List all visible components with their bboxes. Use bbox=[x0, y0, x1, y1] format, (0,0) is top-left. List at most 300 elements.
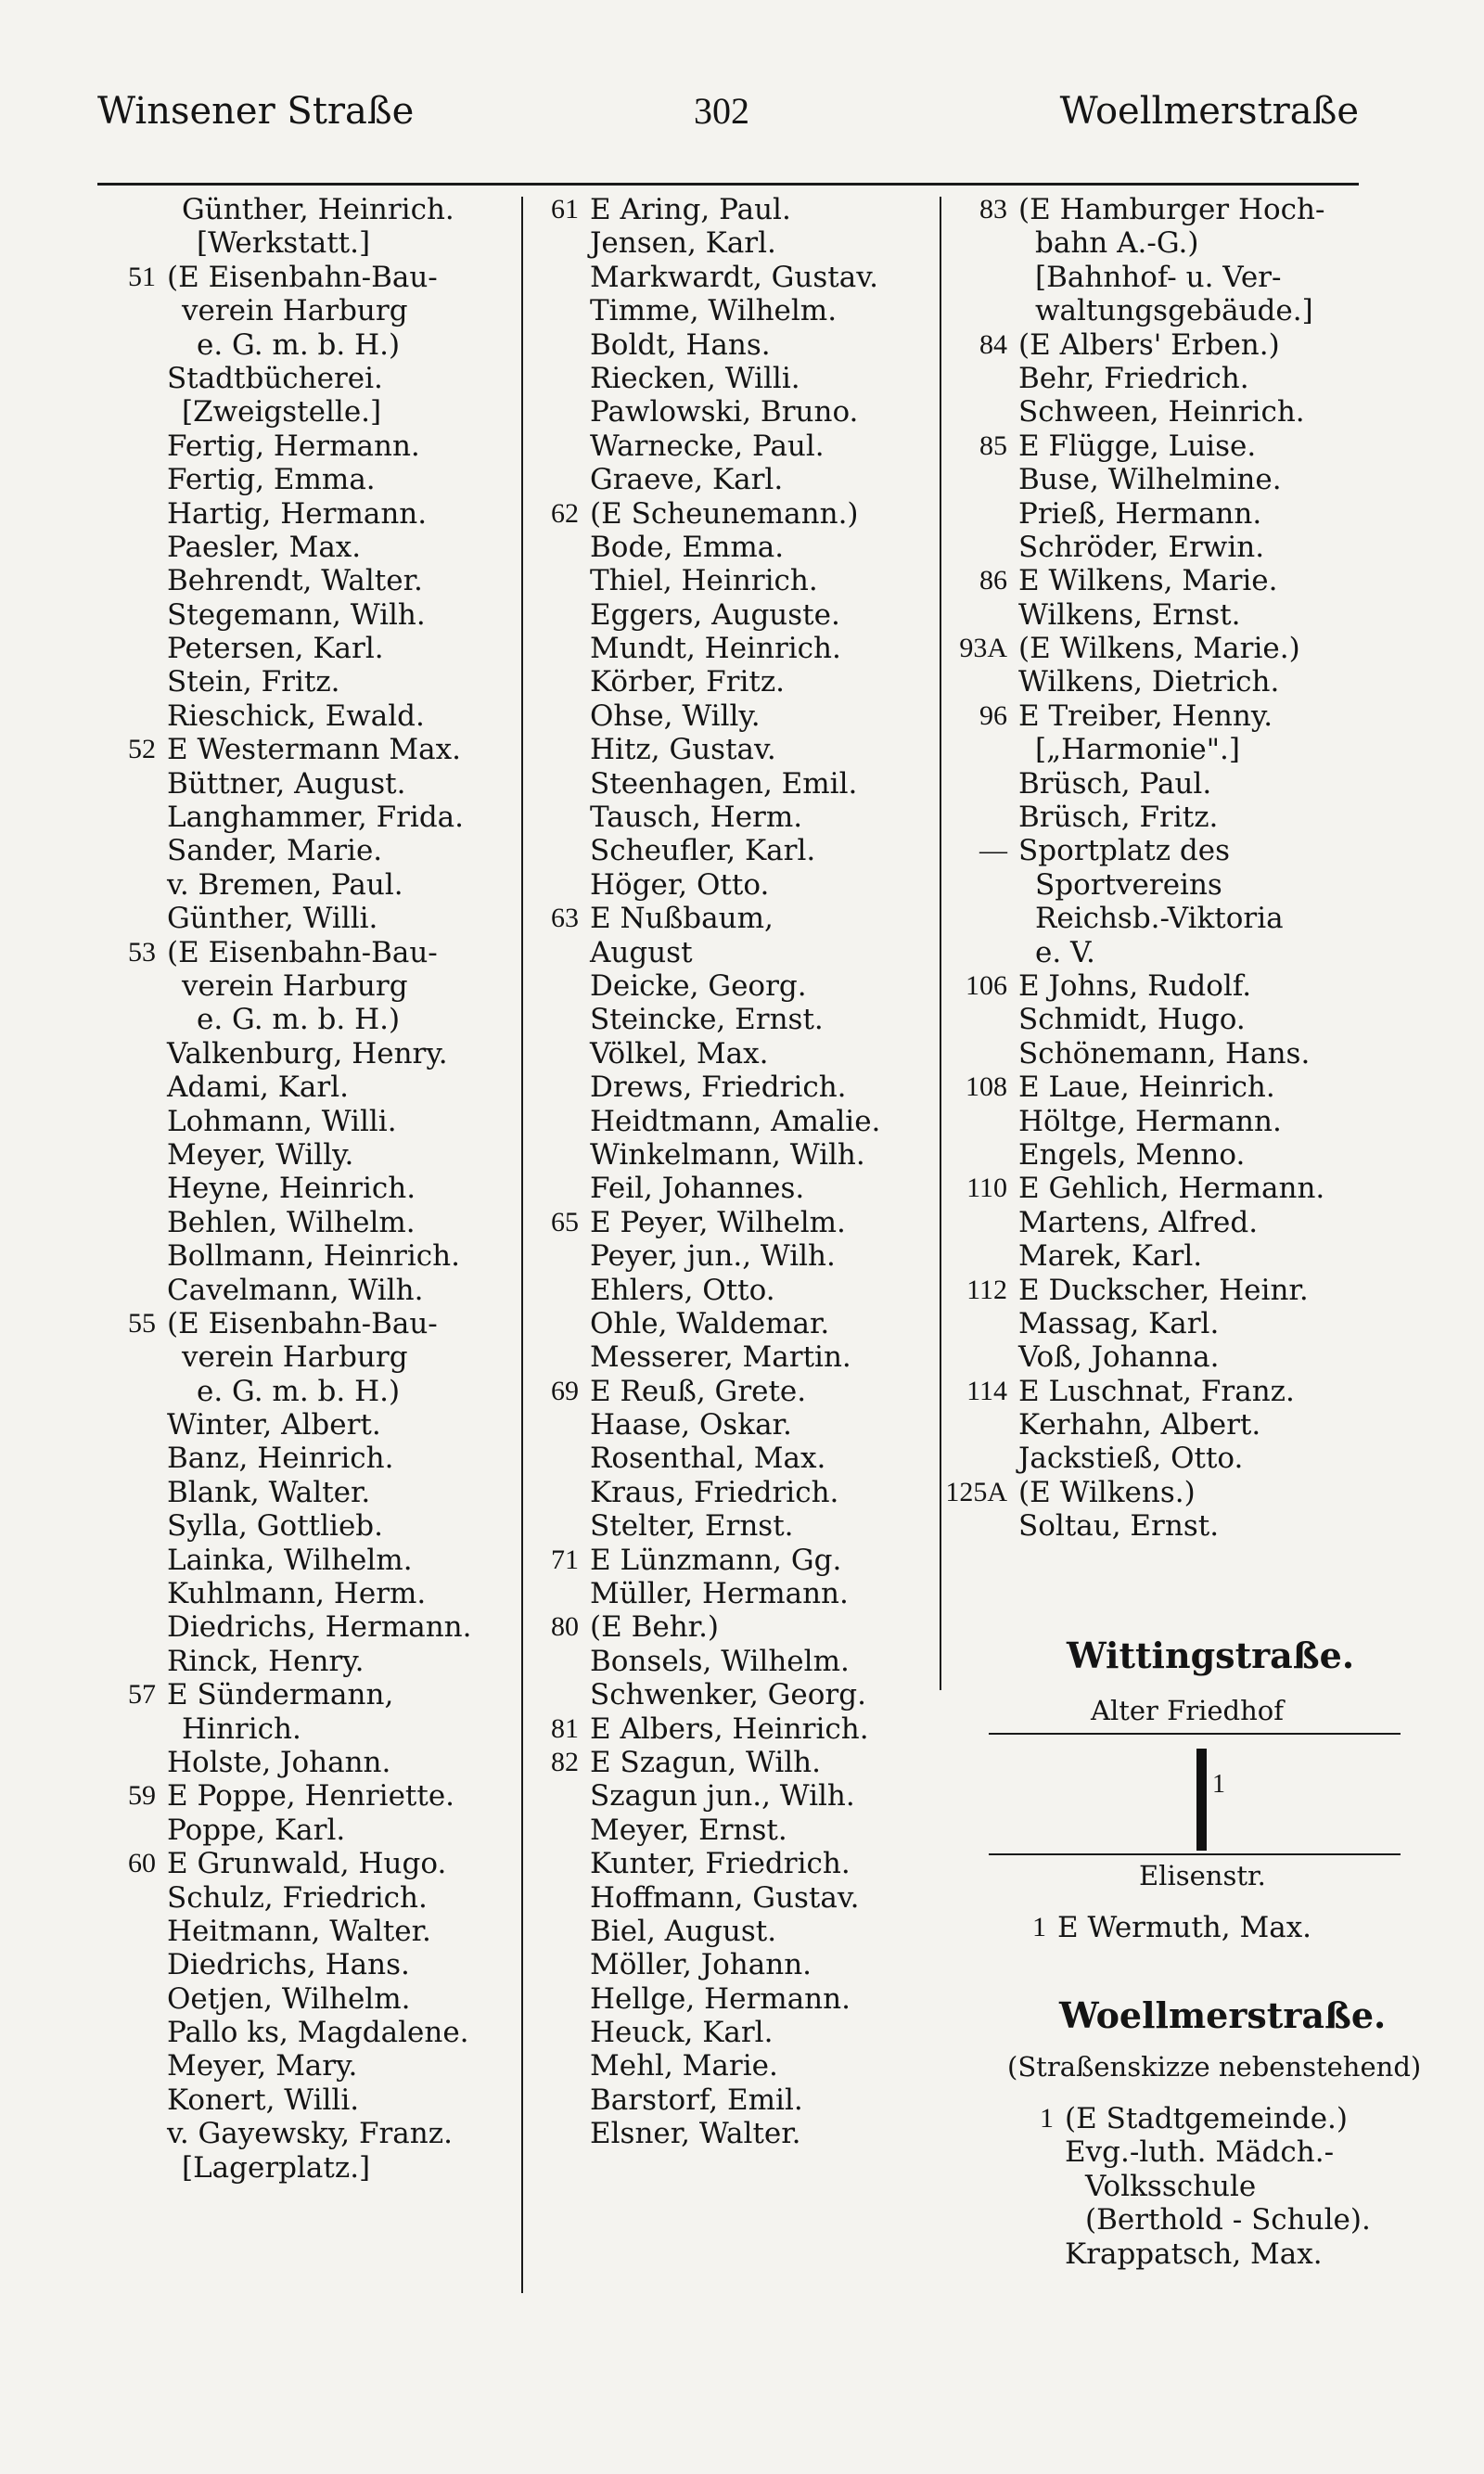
resident-entry: Soltau, Ernst. bbox=[1018, 1509, 1220, 1544]
house-number: 80 bbox=[551, 1611, 579, 1643]
directory-line bbox=[167, 564, 519, 597]
resident-entry: Kraus, Friedrich. bbox=[590, 1475, 839, 1509]
directory-line bbox=[167, 1610, 519, 1644]
resident-entry: e. G. m. b. H.) bbox=[197, 327, 401, 362]
column-divider-1 bbox=[521, 197, 523, 2293]
directory-line bbox=[167, 1340, 519, 1374]
resident-entry: Kerhahn, Albert. bbox=[1018, 1408, 1261, 1442]
resident-entry: verein Harburg bbox=[182, 968, 408, 1003]
resident-entry: Diedrichs, Hans. bbox=[167, 1948, 410, 1982]
directory-line bbox=[167, 193, 519, 226]
resident-entry: E Wermuth, Max. bbox=[1057, 1911, 1312, 1944]
directory-line bbox=[590, 699, 938, 733]
directory-line bbox=[590, 1138, 938, 1172]
directory-line bbox=[128, 1678, 519, 1712]
wittingstrasse-entry bbox=[1032, 1911, 1391, 1944]
resident-entry: Heidtmann, Amalie. bbox=[590, 1104, 881, 1138]
directory-line bbox=[590, 1509, 938, 1543]
directory-line bbox=[1018, 395, 1389, 429]
directory-line bbox=[1018, 902, 1389, 935]
directory-line bbox=[167, 2117, 519, 2150]
directory-line bbox=[128, 935, 519, 969]
resident-entry: Heuck, Karl. bbox=[590, 2016, 774, 2050]
resident-entry: Kunter, Friedrich. bbox=[590, 1847, 851, 1881]
house-number: 108 bbox=[966, 1071, 1007, 1103]
resident-entry: Sander, Marie. bbox=[167, 834, 383, 868]
page-number: 302 bbox=[694, 90, 749, 132]
resident-entry: E Aring, Paul. bbox=[590, 193, 791, 226]
resident-entry: Schween, Heinrich. bbox=[1018, 395, 1305, 429]
directory-line bbox=[167, 1982, 519, 2016]
directory-line bbox=[167, 1138, 519, 1172]
directory-line bbox=[590, 1003, 938, 1036]
directory-line bbox=[959, 632, 1389, 666]
directory-line bbox=[966, 1172, 1389, 1206]
resident-entry: Sportvereins bbox=[1035, 867, 1222, 902]
directory-line bbox=[551, 1711, 938, 1746]
resident-entry: Cavelmann, Wilh. bbox=[167, 1273, 424, 1307]
resident-entry: Engels, Menno. bbox=[1018, 1137, 1246, 1172]
directory-line bbox=[167, 429, 519, 463]
resident-entry: Meyer, Willy. bbox=[167, 1137, 354, 1172]
resident-entry: E Nußbaum, bbox=[590, 902, 774, 936]
directory-line bbox=[167, 1105, 519, 1138]
resident-entry: E Westermann Max. bbox=[167, 733, 461, 767]
resident-entry: Haase, Oskar. bbox=[590, 1408, 792, 1442]
directory-line bbox=[167, 1645, 519, 1678]
resident-entry: Winter, Albert. bbox=[167, 1408, 381, 1442]
section-subtitle-woellmerstrasse: (Straßenskizze nebenstehend) bbox=[1007, 2051, 1422, 2083]
resident-entry: Barstorf, Emil. bbox=[590, 2083, 803, 2117]
directory-line bbox=[590, 1847, 938, 1880]
directory-line bbox=[167, 868, 519, 902]
directory-line bbox=[590, 1577, 938, 1610]
resident-entry: Heitmann, Walter. bbox=[167, 1914, 431, 1948]
directory-line bbox=[167, 1408, 519, 1442]
directory-line bbox=[1065, 2135, 1417, 2169]
resident-entry: Messerer, Martin. bbox=[590, 1340, 851, 1375]
resident-entry: Tausch, Herm. bbox=[590, 801, 803, 835]
house-number: 93A bbox=[959, 633, 1007, 664]
directory-line bbox=[590, 665, 938, 699]
directory-line bbox=[1018, 294, 1389, 327]
resident-entry: Steenhagen, Emil. bbox=[590, 766, 858, 801]
directory-line bbox=[966, 1273, 1389, 1307]
directory-line bbox=[167, 1239, 519, 1273]
resident-entry: Evg.-luth. Mädch.- bbox=[1065, 2135, 1335, 2170]
directory-line bbox=[590, 1307, 938, 1340]
resident-entry: waltungsgebäude.] bbox=[1035, 294, 1313, 328]
resident-entry: verein Harburg bbox=[182, 1340, 408, 1375]
resident-entry: Stelter, Ernst. bbox=[590, 1509, 794, 1544]
resident-entry: Boldt, Hans. bbox=[590, 327, 771, 362]
directory-line bbox=[128, 260, 519, 294]
resident-entry: Behlen, Wilhelm. bbox=[167, 1205, 416, 1239]
directory-line bbox=[1018, 1003, 1389, 1036]
directory-line bbox=[167, 1915, 519, 1948]
resident-entry: Feil, Johannes. bbox=[590, 1172, 805, 1206]
house-number: 60 bbox=[128, 1848, 156, 1879]
directory-line bbox=[167, 969, 519, 1003]
directory-line bbox=[590, 1037, 938, 1070]
resident-entry: E Peyer, Wilhelm. bbox=[590, 1205, 846, 1239]
resident-entry: Meyer, Ernst. bbox=[590, 1813, 787, 1847]
resident-entry: Konert, Willi. bbox=[167, 2083, 360, 2117]
directory-line bbox=[167, 1814, 519, 1847]
resident-entry: (E Wilkens, Marie.) bbox=[1018, 632, 1300, 666]
directory-line bbox=[966, 1070, 1389, 1105]
directory-line bbox=[551, 1543, 938, 1577]
resident-entry: E Albers, Heinrich. bbox=[590, 1711, 869, 1746]
resident-entry: [Lagerplatz.] bbox=[182, 2150, 371, 2185]
resident-entry: Meyer, Mary. bbox=[167, 2049, 358, 2083]
resident-entry: E Lünzmann, Gg. bbox=[590, 1543, 842, 1577]
directory-line bbox=[128, 1306, 519, 1340]
resident-entry: Massag, Karl. bbox=[1018, 1306, 1220, 1340]
resident-entry: E Grunwald, Hugo. bbox=[167, 1847, 447, 1881]
resident-entry: Volksschule bbox=[1085, 2169, 1257, 2203]
resident-entry: Langhammer, Frida. bbox=[167, 801, 465, 835]
directory-line bbox=[1040, 2102, 1417, 2135]
directory-line bbox=[590, 1814, 938, 1847]
resident-entry: E Wilkens, Marie. bbox=[1018, 564, 1278, 598]
resident-entry: Mundt, Heinrich. bbox=[590, 632, 841, 666]
directory-line bbox=[167, 1003, 519, 1036]
resident-entry: Sylla, Gottlieb. bbox=[167, 1509, 383, 1544]
resident-entry: Szagun jun., Wilh. bbox=[590, 1779, 855, 1814]
resident-entry: Günther, Willi. bbox=[167, 902, 378, 936]
directory-line bbox=[167, 294, 519, 327]
house-number: — bbox=[979, 835, 1007, 866]
resident-entry: Stein, Fritz. bbox=[167, 665, 340, 699]
house-number: 86 bbox=[979, 565, 1007, 596]
directory-line bbox=[590, 2049, 938, 2083]
directory-line bbox=[167, 1746, 519, 1779]
resident-entry: Hinrich. bbox=[182, 1711, 301, 1746]
house-number: 114 bbox=[966, 1375, 1007, 1406]
directory-line bbox=[1065, 2170, 1417, 2203]
resident-entry: E Gehlich, Hermann. bbox=[1018, 1172, 1325, 1206]
directory-line bbox=[1018, 1340, 1389, 1374]
resident-entry: Behr, Friedrich. bbox=[1018, 361, 1249, 395]
directory-line bbox=[590, 1172, 938, 1205]
resident-entry: Körber, Fritz. bbox=[590, 665, 786, 699]
house-number: 112 bbox=[966, 1274, 1007, 1305]
directory-line bbox=[1018, 1105, 1389, 1138]
directory-line bbox=[590, 1948, 938, 1981]
resident-entry: Thiel, Heinrich. bbox=[590, 564, 818, 598]
house-number: 51 bbox=[128, 261, 156, 292]
resident-entry: Timme, Wilhelm. bbox=[590, 294, 838, 328]
resident-entry: Deicke, Georg. bbox=[590, 968, 807, 1003]
resident-entry: E Sündermann, bbox=[167, 1678, 394, 1712]
directory-line bbox=[590, 767, 938, 801]
directory-line bbox=[1018, 1442, 1389, 1475]
directory-line bbox=[167, 1577, 519, 1610]
resident-entry: Steincke, Ernst. bbox=[590, 1003, 824, 1037]
resident-entry: Jackstieß, Otto. bbox=[1018, 1442, 1244, 1476]
house-number: 81 bbox=[551, 1712, 579, 1744]
resident-entry: Buse, Wilhelmine. bbox=[1018, 463, 1282, 497]
resident-entry: Lainka, Wilhelm. bbox=[167, 1543, 413, 1577]
directory-line bbox=[167, 1037, 519, 1070]
resident-entry: e. G. m. b. H.) bbox=[197, 1374, 401, 1408]
directory-line bbox=[1018, 1408, 1389, 1442]
house-number: 125A bbox=[945, 1476, 1007, 1507]
resident-entry: Behrendt, Walter. bbox=[167, 564, 423, 598]
directory-line bbox=[590, 2117, 938, 2150]
resident-entry: Schönemann, Hans. bbox=[1018, 1036, 1311, 1070]
directory-line bbox=[167, 2083, 519, 2117]
resident-entry: E Reuß, Grete. bbox=[590, 1374, 807, 1408]
directory-line bbox=[1018, 1307, 1389, 1340]
directory-line bbox=[590, 1105, 938, 1138]
resident-entry: Hartig, Hermann. bbox=[167, 496, 428, 531]
resident-entry: Paesler, Max. bbox=[167, 530, 362, 564]
house-number: 57 bbox=[128, 1679, 156, 1711]
house-number: 62 bbox=[551, 497, 579, 529]
resident-entry: e. G. m. b. H.) bbox=[197, 1003, 401, 1037]
resident-entry: (E Wilkens.) bbox=[1018, 1475, 1196, 1509]
resident-entry: Valkenburg, Henry. bbox=[167, 1036, 448, 1070]
resident-entry: Höger, Otto. bbox=[590, 867, 770, 902]
running-header-left: Winsener Straße bbox=[97, 90, 415, 133]
directory-line bbox=[1018, 598, 1389, 632]
resident-entry: Adami, Karl. bbox=[167, 1070, 349, 1105]
resident-entry: Peyer, jun., Wilh. bbox=[590, 1239, 836, 1274]
resident-entry: Günther, Heinrich. bbox=[182, 193, 454, 226]
column-divider-2 bbox=[940, 197, 941, 1690]
directory-line bbox=[1065, 2237, 1417, 2271]
directory-line bbox=[590, 936, 938, 969]
directory-line bbox=[167, 531, 519, 564]
resident-entry: (E Hamburger Hoch- bbox=[1018, 193, 1325, 226]
resident-entry: Fertig, Emma. bbox=[167, 463, 376, 497]
directory-line bbox=[590, 395, 938, 429]
resident-entry: Holste, Johann. bbox=[167, 1745, 391, 1779]
resident-entry: E Duckscher, Heinr. bbox=[1018, 1273, 1309, 1307]
directory-line bbox=[1018, 733, 1389, 766]
directory-line bbox=[128, 1847, 519, 1881]
directory-line bbox=[1018, 362, 1389, 395]
directory-line bbox=[167, 362, 519, 395]
directory-line bbox=[167, 1476, 519, 1509]
resident-entry: Poppe, Karl. bbox=[167, 1813, 346, 1847]
directory-line bbox=[1018, 801, 1389, 834]
resident-entry: (E Stadtgemeinde.) bbox=[1065, 2102, 1349, 2135]
resident-entry: Rosenthal, Max. bbox=[590, 1442, 826, 1476]
address-column-3 bbox=[945, 193, 1389, 1544]
woellmerstrasse-entries bbox=[1040, 2102, 1417, 2271]
directory-line bbox=[167, 902, 519, 935]
house-number: 82 bbox=[551, 1746, 579, 1777]
resident-entry: Wilkens, Ernst. bbox=[1018, 597, 1241, 632]
directory-line bbox=[590, 463, 938, 496]
house-number: 61 bbox=[551, 194, 579, 224]
resident-entry: Marek, Karl. bbox=[1018, 1239, 1203, 1274]
directory-line bbox=[1018, 1509, 1389, 1543]
directory-line bbox=[1018, 868, 1389, 902]
resident-entry: Drews, Friedrich. bbox=[590, 1070, 847, 1105]
directory-line bbox=[551, 1745, 938, 1779]
map-house-number: 1 bbox=[1212, 1770, 1225, 1799]
map-line-bottom bbox=[989, 1853, 1401, 1855]
directory-line bbox=[167, 1948, 519, 1981]
directory-line bbox=[1018, 1138, 1389, 1172]
directory-line bbox=[167, 834, 519, 867]
resident-entry: Hoffmann, Gustav. bbox=[590, 1880, 860, 1915]
map-label-bottom: Elisenstr. bbox=[1139, 1860, 1266, 1891]
resident-entry: August bbox=[590, 935, 693, 969]
directory-line bbox=[945, 1475, 1389, 1509]
directory-line bbox=[979, 429, 1389, 463]
resident-entry: Schmidt, Hugo. bbox=[1018, 1003, 1246, 1037]
directory-line bbox=[1018, 463, 1389, 496]
resident-entry: E Treiber, Henny. bbox=[1018, 699, 1273, 733]
resident-entry: Ehlers, Otto. bbox=[590, 1273, 775, 1307]
resident-entry: Wilkens, Dietrich. bbox=[1018, 665, 1280, 699]
directory-line bbox=[167, 801, 519, 834]
resident-entry: Prieß, Hermann. bbox=[1018, 496, 1262, 531]
house-number: 96 bbox=[979, 699, 1007, 731]
directory-line bbox=[167, 395, 519, 429]
directory-line bbox=[167, 2016, 519, 2049]
resident-entry: [Werkstatt.] bbox=[197, 226, 371, 261]
resident-entry: Jensen, Karl. bbox=[590, 226, 776, 261]
house-number: 83 bbox=[979, 194, 1007, 224]
resident-entry: Schwenker, Georg. bbox=[590, 1678, 866, 1712]
resident-entry: Eggers, Auguste. bbox=[590, 597, 840, 632]
directory-line bbox=[590, 868, 938, 902]
resident-entry: Blank, Walter. bbox=[167, 1475, 371, 1509]
directory-line bbox=[1018, 1037, 1389, 1070]
resident-entry: (E Eisenbahn-Bau- bbox=[167, 1306, 438, 1340]
directory-line bbox=[590, 969, 938, 1003]
resident-entry: Lohmann, Willi. bbox=[167, 1104, 397, 1138]
resident-entry: Schulz, Friedrich. bbox=[167, 1880, 428, 1915]
resident-entry: Stadtbücherei. bbox=[167, 361, 383, 395]
house-number: 69 bbox=[551, 1375, 579, 1406]
directory-line bbox=[590, 1915, 938, 1948]
resident-entry: Heyne, Heinrich. bbox=[167, 1172, 416, 1206]
directory-line bbox=[167, 598, 519, 632]
resident-entry: Scheufler, Karl. bbox=[590, 834, 816, 868]
directory-line bbox=[590, 632, 938, 665]
resident-entry: Reichsb.-Viktoria bbox=[1035, 902, 1284, 936]
directory-line bbox=[167, 1544, 519, 1577]
resident-entry: Bonsels, Wilhelm. bbox=[590, 1644, 850, 1678]
directory-line bbox=[128, 733, 519, 767]
directory-line bbox=[590, 1239, 938, 1273]
directory-line bbox=[590, 801, 938, 834]
resident-entry: (E Eisenbahn-Bau- bbox=[167, 935, 438, 969]
resident-entry: bahn A.-G.) bbox=[1035, 226, 1199, 261]
directory-line bbox=[590, 1340, 938, 1374]
resident-entry: Markwardt, Gustav. bbox=[590, 260, 878, 294]
house-number: 85 bbox=[979, 429, 1007, 461]
directory-line bbox=[1018, 1206, 1389, 1239]
directory-line bbox=[590, 429, 938, 463]
resident-entry: (E Albers' Erben.) bbox=[1018, 327, 1280, 362]
directory-line bbox=[590, 2016, 938, 2049]
resident-entry: E Luschnat, Franz. bbox=[1018, 1374, 1295, 1408]
resident-entry: Möller, Johann. bbox=[590, 1948, 812, 1982]
house-number: 71 bbox=[551, 1544, 579, 1575]
house-number: 52 bbox=[128, 734, 156, 765]
directory-line bbox=[551, 496, 938, 531]
directory-line bbox=[551, 1205, 938, 1239]
section-title-woellmerstrasse: Woellmerstraße. bbox=[1059, 1994, 1387, 2036]
resident-entry: Fertig, Hermann. bbox=[167, 429, 420, 463]
resident-entry: Voß, Johanna. bbox=[1018, 1340, 1220, 1375]
resident-entry: Riecken, Willi. bbox=[590, 361, 800, 395]
resident-entry: E Johns, Rudolf. bbox=[1018, 968, 1252, 1003]
directory-line bbox=[167, 1509, 519, 1543]
resident-entry: Brüsch, Paul. bbox=[1018, 766, 1212, 801]
resident-entry: Martens, Alfred. bbox=[1018, 1205, 1259, 1239]
resident-entry: Müller, Hermann. bbox=[590, 1577, 849, 1611]
map-line-top bbox=[989, 1733, 1401, 1735]
resident-entry: Oetjen, Wilhelm. bbox=[167, 1981, 411, 2016]
resident-entry: Höltge, Hermann. bbox=[1018, 1104, 1282, 1138]
directory-line bbox=[590, 834, 938, 867]
resident-entry: verein Harburg bbox=[182, 294, 408, 328]
directory-line bbox=[167, 1712, 519, 1746]
resident-entry: [Bahnhof- u. Ver- bbox=[1035, 260, 1282, 294]
resident-entry: Hellge, Hermann. bbox=[590, 1981, 851, 2016]
directory-line bbox=[590, 531, 938, 564]
directory-line bbox=[167, 328, 519, 362]
address-column-1 bbox=[128, 193, 519, 2185]
resident-entry: Pawlowski, Bruno. bbox=[590, 395, 859, 429]
resident-entry: (E Scheunemann.) bbox=[590, 496, 859, 531]
directory-line bbox=[1018, 226, 1389, 260]
directory-line bbox=[551, 193, 938, 226]
resident-entry: Biel, August. bbox=[590, 1914, 777, 1948]
resident-entry: Bollmann, Heinrich. bbox=[167, 1239, 460, 1274]
house-number: 55 bbox=[128, 1307, 156, 1339]
resident-entry: E Szagun, Wilh. bbox=[590, 1745, 821, 1779]
resident-entry: e. V. bbox=[1035, 935, 1095, 969]
address-column-2 bbox=[551, 193, 938, 2151]
resident-entry: (E Eisenbahn-Bau- bbox=[167, 260, 438, 294]
running-header-right: Woellmerstraße bbox=[1059, 90, 1359, 133]
resident-entry: Sportplatz des bbox=[1018, 834, 1231, 868]
house-number: 59 bbox=[128, 1780, 156, 1812]
resident-entry: Petersen, Karl. bbox=[167, 632, 384, 666]
directory-line bbox=[979, 834, 1389, 868]
resident-entry: E Flügge, Luise. bbox=[1018, 429, 1257, 463]
directory-line bbox=[966, 1374, 1389, 1408]
directory-line bbox=[979, 327, 1389, 362]
directory-line bbox=[590, 1442, 938, 1475]
directory-line bbox=[167, 1442, 519, 1475]
directory-line bbox=[590, 598, 938, 632]
directory-line bbox=[590, 328, 938, 362]
directory-line bbox=[1018, 261, 1389, 294]
directory-line bbox=[167, 767, 519, 801]
directory-line bbox=[590, 362, 938, 395]
directory-line bbox=[1018, 936, 1389, 969]
directory-line bbox=[590, 1645, 938, 1678]
resident-entry: Winkelmann, Wilh. bbox=[590, 1137, 865, 1172]
directory-line bbox=[167, 497, 519, 531]
directory-line bbox=[590, 1476, 938, 1509]
directory-line bbox=[1018, 767, 1389, 801]
header-rule bbox=[97, 183, 1359, 186]
directory-line bbox=[1018, 531, 1389, 564]
directory-line bbox=[590, 1408, 938, 1442]
